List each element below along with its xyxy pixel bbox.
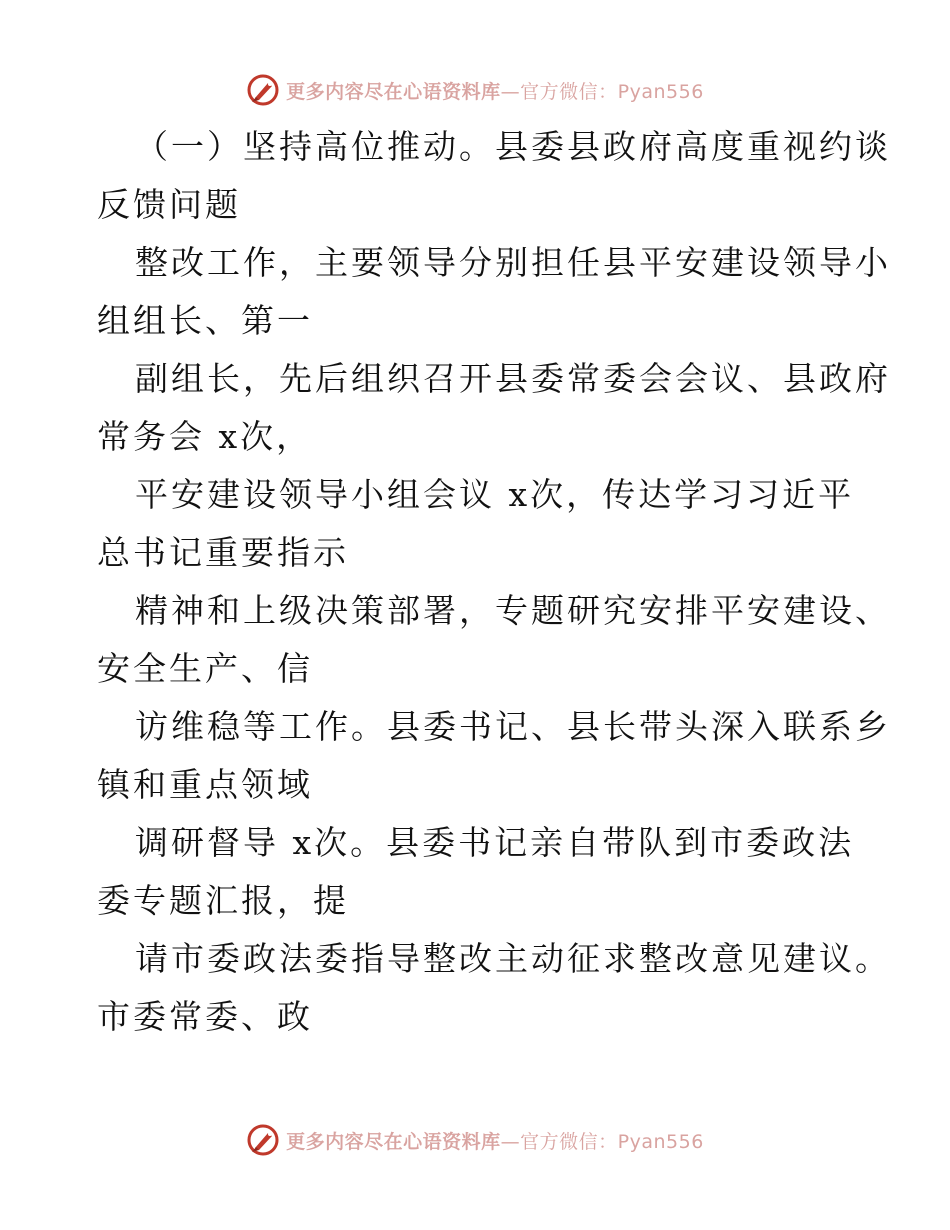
paragraph-line: 调研督导 x次。县委书记亲自带队到市委政法: [135, 823, 855, 862]
paragraph-line: 安全生产、信: [97, 649, 313, 688]
paragraph-line: 常务会 x次，: [97, 417, 313, 456]
document-body: [97, 118, 891, 1046]
paragraph-line: 反馈问题: [97, 185, 241, 224]
pen-logo-icon: [246, 73, 280, 107]
paragraph-line: （一）坚持高位推动。县委县政府高度重视约谈: [135, 127, 891, 166]
pen-logo-icon: [246, 1123, 280, 1157]
footer-watermark-text: 更多内容尽在心语资料库—官方微信：Pyan556: [286, 1130, 704, 1153]
paragraph-line: 委专题汇报，提: [97, 881, 349, 920]
paragraph-line: 副组长，先后组织召开县委常委会会议、县政府: [135, 359, 891, 398]
paragraph-line: 精神和上级决策部署，专题研究安排平安建设、: [135, 591, 891, 630]
paragraph-line: 平安建设领导小组会议 x次，传达学习习近平: [135, 475, 855, 514]
paragraph-line: 组组长、第一: [97, 301, 313, 340]
paragraph-line: 整改工作，主要领导分别担任县平安建设领导小: [135, 243, 891, 282]
paragraph-line: 市委常委、政: [97, 997, 313, 1036]
footer-watermark: [0, 1122, 950, 1158]
paragraph-line: 请市委政法委指导整改主动征求整改意见建议。: [135, 939, 891, 978]
header-watermark: [0, 72, 950, 108]
paragraph-line: 镇和重点领域: [97, 765, 313, 804]
paragraph-line: 访维稳等工作。县委书记、县长带头深入联系乡: [135, 707, 891, 746]
paragraph-line: 总书记重要指示: [97, 533, 349, 572]
header-watermark-text: 更多内容尽在心语资料库—官方微信：Pyan556: [286, 80, 704, 103]
